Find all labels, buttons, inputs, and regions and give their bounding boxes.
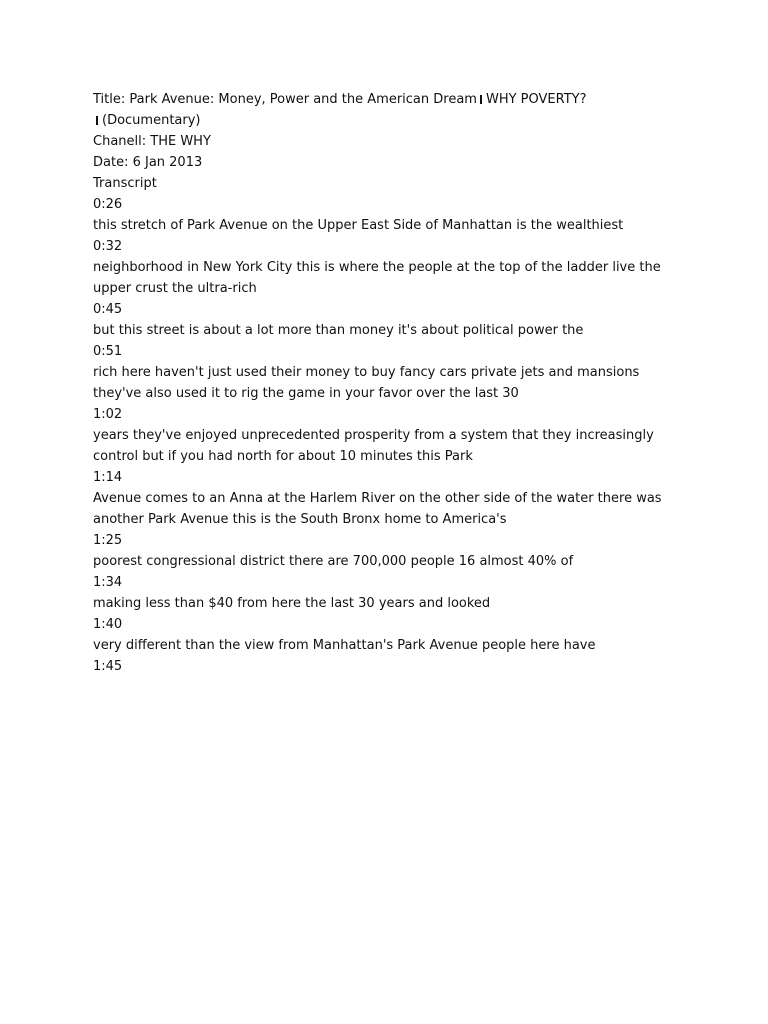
- transcript-timestamp: 0:32: [93, 239, 123, 254]
- separator-mark: [96, 116, 98, 125]
- transcript-timestamp: 0:45: [93, 302, 123, 317]
- date-line: Date: 6 Jan 2013: [93, 155, 203, 170]
- transcript-text: this stretch of Park Avenue on the Upper East Side of Manhattan is the wealthiest: [93, 218, 624, 233]
- title-main: Park Avenue: Money, Power and the American Dream: [129, 92, 477, 107]
- transcript-text: very different than the view from Manhattan's Park Avenue people here have: [93, 638, 596, 653]
- transcript-list: [93, 194, 673, 677]
- transcript-timestamp: 0:26: [93, 197, 123, 212]
- transcript-timestamp: 1:14: [93, 470, 123, 485]
- title-series: WHY POVERTY?: [485, 92, 587, 107]
- transcript-text: but this street is about a lot more than money it's about political power the: [93, 323, 584, 338]
- transcript-text: rich here haven't just used their money to buy fancy cars private jets and mansions they've also used it to rig the game in your favor over the last 30: [93, 365, 640, 401]
- transcript-text: making less than $40 from here the last 30 years and looked: [93, 596, 491, 611]
- transcript-text: neighborhood in New York City this is where the people at the top of the ladder live the upper crust the ultra-rich: [93, 260, 661, 296]
- channel-line: Chanell: THE WHY: [93, 134, 211, 149]
- transcript-text: years they've enjoyed unprecedented prosperity from a system that they increasingly control but if you had north for about 10 minutes this Park: [93, 428, 654, 464]
- separator-mark: [480, 95, 482, 104]
- transcript-text: Avenue comes to an Anna at the Harlem River on the other side of the water there was another Park Avenue this is the South Bronx home to America's: [93, 491, 662, 527]
- transcript-text: poorest congressional district there are 700,000 people 16 almost 40% of: [93, 554, 574, 569]
- title-label: Title:: [93, 92, 130, 107]
- transcript-heading: Transcript: [93, 176, 157, 191]
- transcript-timestamp: 1:02: [93, 407, 123, 422]
- transcript-timestamp: 1:25: [93, 533, 123, 548]
- title-suffix: (Documentary): [102, 113, 201, 128]
- document-page: [93, 89, 673, 677]
- document-title: [93, 89, 673, 131]
- transcript-timestamp: 1:34: [93, 575, 123, 590]
- transcript-timestamp: 1:45: [93, 659, 123, 674]
- transcript-timestamp: 0:51: [93, 344, 123, 359]
- transcript-timestamp: 1:40: [93, 617, 123, 632]
